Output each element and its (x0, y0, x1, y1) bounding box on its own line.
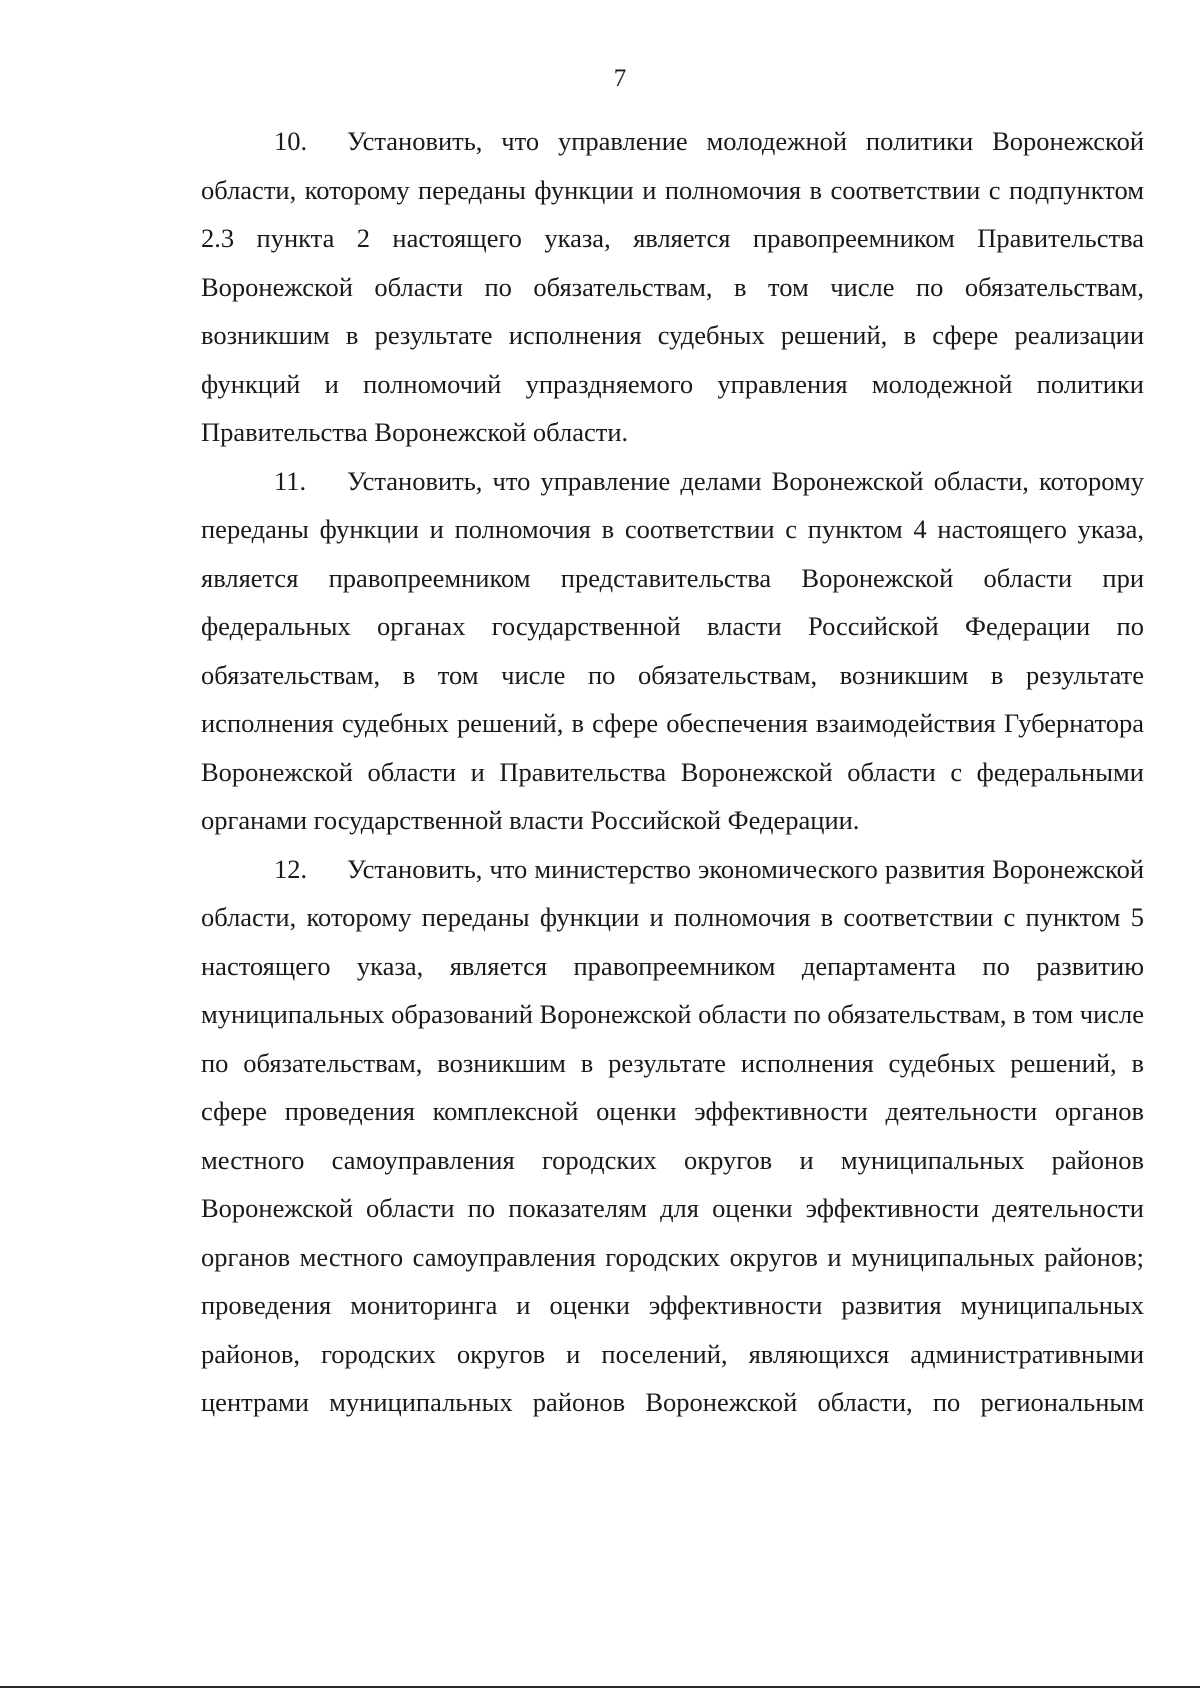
paragraph-number: 10. (274, 126, 308, 156)
page-bottom-edge (0, 1686, 1200, 1688)
paragraph-text: Установить, что управление молодежной политики Воронежской области, которому переданы функции и полномочия в соответствии с подпунктом 2.3 пункта 2 настоящего указа, является правопреемником Правительства Воронежской области по обязательствам, в том числе по обязательствам, возникшим в результате исполнения судебных решений, в сфере реализации функций и полномочий упраздняемого управления молодежной политики Правительства Воронежской области. (201, 126, 1144, 447)
paragraph-text: Установить, что министерство экономического развития Воронежской области, которому переданы функции и полномочия в соответствии с пунктом 5 настоящего указа, является правопреемником департамента по развитию муниципальных образований Воронежской области по обязательствам, в том числе по обязательствам, возникшим в результате исполнения судебных решений, в сфере проведения комплексной оценки эффективности деятельности органов местного самоуправления городских округов и муниципальных районов Воронежской области по показателям для оценки эффективности деятельности органов местного самоуправления городских округов и муниципальных районов; проведения мониторинга и оценки эффективности развития муниципальных районов, городских округов и поселений, являющихся административными центрами муниципальных районов Воронежской области, по региональным (201, 853, 1144, 1417)
page-number: 7 (613, 65, 627, 92)
paragraph-number: 11. (274, 465, 307, 496)
paragraph-11 (201, 457, 1144, 845)
paragraph-number: 12. (274, 853, 308, 884)
paragraph-10 (201, 117, 1144, 457)
document-body (201, 117, 1144, 1427)
paragraph-12 (201, 845, 1144, 1427)
paragraph-text: Установить, что управление делами Воронежской области, которому переданы функции и полномочия в соответствии с пунктом 4 настоящего указа, является правопреемником представительства Воронежской области при федеральных органах государственной власти Российской Федерации по обязательствам, в том числе по обязательствам, возникшим в результате исполнения судебных решений, в сфере обеспечения взаимодействия Губернатора Воронежской области и Правительства Воронежской области с федеральными органами государственной власти Российской Федерации. (201, 465, 1144, 835)
